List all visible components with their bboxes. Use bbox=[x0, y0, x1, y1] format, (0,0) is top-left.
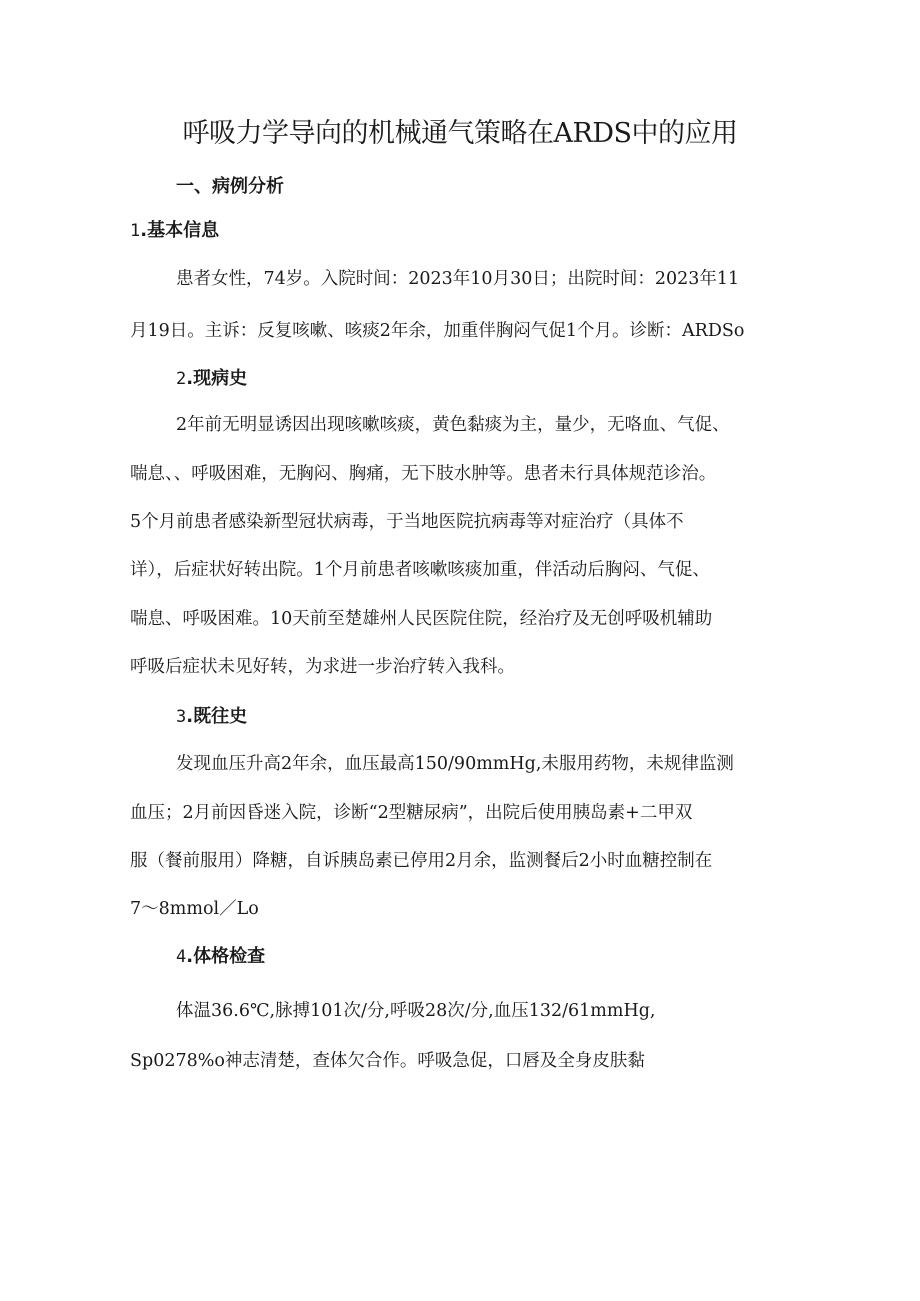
subsection-label: .既往史 bbox=[186, 706, 248, 727]
paragraph-line: 患者女性，74岁。入院时间：2023年10月30日；出院时间：2023年11 bbox=[176, 269, 740, 289]
document-title: 呼吸力学导向的机械通气策略在ARDS中的应用 bbox=[182, 118, 738, 149]
subsection-number: 1 bbox=[130, 221, 141, 241]
paragraph-line: 喘息、、呼吸困难，无胸闷、胸痛，无下肢水肿等。患者未行具体规范诊治。 bbox=[130, 464, 717, 484]
paragraph-line: 血压；2月前因昏迷入院，诊断“2型糖尿病”，出院后使用胰岛素+二甲双 bbox=[130, 803, 693, 823]
paragraph-line: Sp0278%o神志清楚，查体欠合作。呼吸急促，口唇及全身皮肤黏 bbox=[130, 1051, 645, 1071]
paragraph-line: 7～8mmol／Lo bbox=[130, 899, 259, 919]
subsection-number: 4 bbox=[176, 947, 187, 967]
subsection-heading-physical-exam bbox=[176, 944, 265, 970]
paragraph-line: 2年前无明显诱因出现咳嗽咳痰，黄色黏痰为主，量少，无咯血、气促、 bbox=[176, 415, 730, 435]
subsection-number: 3 bbox=[176, 707, 187, 727]
subsection-heading-past-history bbox=[176, 704, 247, 730]
subsection-label: .现病史 bbox=[186, 368, 248, 389]
paragraph-line: 体温36.6℃,脉搏101次/分,呼吸28次/分,血压132/61mmHg, bbox=[176, 1001, 656, 1021]
paragraph-line: 5个月前患者感染新型冠状病毒，于当地医院抗病毒等对症治疗（具体不 bbox=[130, 512, 684, 532]
paragraph-line: 喘息、呼吸困难。10天前至楚雄州人民医院住院，经治疗及无创呼吸机辅助 bbox=[130, 609, 713, 629]
paragraph-line: 月19日。主诉：反复咳嗽、咳痰2年余，加重伴胸闷气促1个月。诊断：ARDSo bbox=[130, 321, 745, 341]
paragraph-line: 发现血压升高2年余，血压最高150/90mmHg,未服用药物，未规律监测 bbox=[176, 754, 734, 774]
subsection-heading-basic-info bbox=[130, 218, 219, 244]
paragraph-line: 服（餐前服用）降糖，自诉胰岛素已停用2月余，监测餐后2小时血糖控制在 bbox=[130, 851, 713, 871]
subsection-number: 2 bbox=[176, 369, 187, 389]
paragraph-line: 呼吸后症状未见好转，为求进一步治疗转入我科。 bbox=[130, 657, 515, 677]
subsection-label: .体格检查 bbox=[186, 946, 266, 967]
section-heading-case-analysis: 一、病例分析 bbox=[176, 176, 284, 197]
subsection-label: .基本信息 bbox=[140, 220, 220, 241]
subsection-heading-present-illness bbox=[176, 366, 247, 392]
paragraph-line: 详），后症状好转出院。1个月前患者咳嗽咳痰加重，伴活动后胸闷、气促、 bbox=[130, 560, 710, 580]
